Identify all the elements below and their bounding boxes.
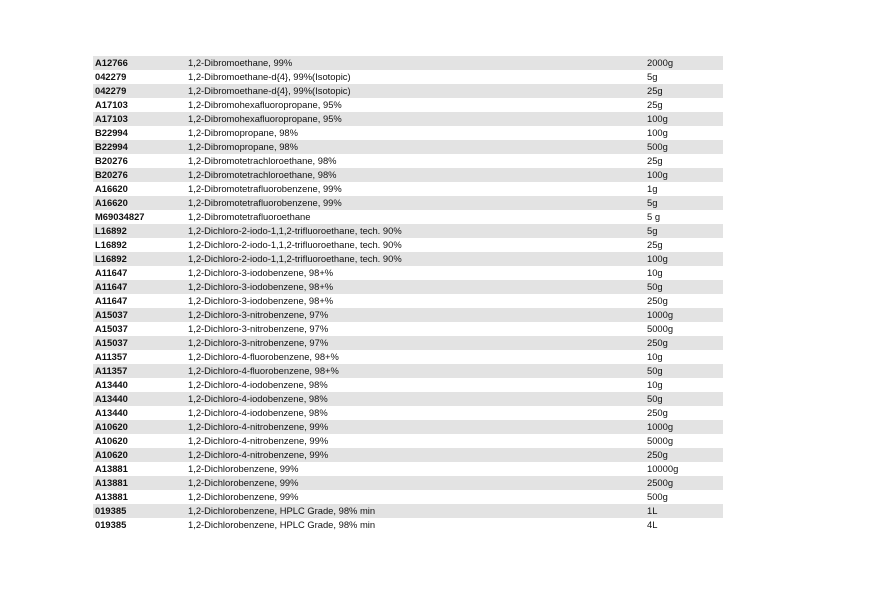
table-row xyxy=(93,112,723,126)
catalog-code-cell: A11647 xyxy=(95,267,128,278)
product-description-cell: 1,2-Dichloro-3-iodobenzene, 98+% xyxy=(188,281,334,292)
package-size-cell: 5g xyxy=(647,71,658,82)
package-size-cell: 100g xyxy=(647,127,668,138)
catalog-code-cell: A13440 xyxy=(95,379,128,390)
package-size-cell: 1000g xyxy=(647,421,674,432)
catalog-code-cell: A16620 xyxy=(95,183,128,194)
product-description-cell: 1,2-Dichloro-3-nitrobenzene, 97% xyxy=(188,337,329,348)
catalog-code-cell: L16892 xyxy=(95,239,127,250)
product-description-cell: 1,2-Dichloro-4-nitrobenzene, 99% xyxy=(188,435,329,446)
catalog-code-cell: 042279 xyxy=(95,71,127,82)
package-size-cell: 100g xyxy=(647,169,668,180)
table-row xyxy=(93,168,723,182)
table-row xyxy=(93,336,723,350)
package-size-cell: 25g xyxy=(647,99,663,110)
table-row xyxy=(93,56,723,70)
product-description-cell: 1,2-Dibromotetrafluorobenzene, 99% xyxy=(188,183,342,194)
table-row xyxy=(93,252,723,266)
catalog-code-cell: A15037 xyxy=(95,337,128,348)
table-row xyxy=(93,84,723,98)
product-description-cell: 1,2-Dichloro-4-fluorobenzene, 98+% xyxy=(188,351,339,362)
table-row xyxy=(93,182,723,196)
product-description-cell: 1,2-Dichlorobenzene, 99% xyxy=(188,463,299,474)
catalog-code-cell: B20276 xyxy=(95,169,128,180)
package-size-cell: 250g xyxy=(647,337,668,348)
product-table xyxy=(93,56,723,532)
package-size-cell: 5g xyxy=(647,225,658,236)
table-row xyxy=(93,308,723,322)
catalog-code-cell: A11357 xyxy=(95,365,128,376)
package-size-cell: 250g xyxy=(647,407,668,418)
table-row xyxy=(93,126,723,140)
catalog-code-cell: L16892 xyxy=(95,253,127,264)
catalog-code-cell: 019385 xyxy=(95,519,127,530)
table-row xyxy=(93,294,723,308)
catalog-code-cell: A17103 xyxy=(95,99,128,110)
product-description-cell: 1,2-Dibromotetrafluorobenzene, 99% xyxy=(188,197,342,208)
table-row xyxy=(93,224,723,238)
catalog-code-cell: A13881 xyxy=(95,463,128,474)
package-size-cell: 50g xyxy=(647,281,663,292)
product-description-cell: 1,2-Dibromoethane-d{4}, 99%(Isotopic) xyxy=(188,85,351,96)
product-description-cell: 1,2-Dichloro-4-iodobenzene, 98% xyxy=(188,407,328,418)
product-description-cell: 1,2-Dichloro-4-fluorobenzene, 98+% xyxy=(188,365,339,376)
table-row xyxy=(93,280,723,294)
table-row xyxy=(93,462,723,476)
package-size-cell: 10000g xyxy=(647,463,679,474)
catalog-code-cell: A13881 xyxy=(95,477,128,488)
package-size-cell: 5 g xyxy=(647,211,661,222)
product-description-cell: 1,2-Dibromohexafluoropropane, 95% xyxy=(188,113,342,124)
catalog-code-cell: 019385 xyxy=(95,505,127,516)
package-size-cell: 10g xyxy=(647,379,663,390)
package-size-cell: 100g xyxy=(647,113,668,124)
product-description-cell: 1,2-Dibromotetrachloroethane, 98% xyxy=(188,155,337,166)
product-description-cell: 1,2-Dichloro-4-iodobenzene, 98% xyxy=(188,379,328,390)
product-description-cell: 1,2-Dichloro-3-nitrobenzene, 97% xyxy=(188,323,329,334)
table-row xyxy=(93,350,723,364)
catalog-code-cell: A10620 xyxy=(95,435,128,446)
catalog-code-cell: M69034827 xyxy=(95,211,145,222)
catalog-code-cell: B22994 xyxy=(95,127,128,138)
catalog-code-cell: A13440 xyxy=(95,393,128,404)
package-size-cell: 250g xyxy=(647,449,668,460)
catalog-code-cell: A11647 xyxy=(95,281,128,292)
package-size-cell: 100g xyxy=(647,253,668,264)
table-row xyxy=(93,98,723,112)
catalog-code-cell: A17103 xyxy=(95,113,128,124)
catalog-code-cell: A13881 xyxy=(95,491,128,502)
table-row xyxy=(93,504,723,518)
product-description-cell: 1,2-Dichloro-4-iodobenzene, 98% xyxy=(188,393,328,404)
product-description-cell: 1,2-Dibromopropane, 98% xyxy=(188,141,298,152)
package-size-cell: 25g xyxy=(647,239,663,250)
table-row xyxy=(93,448,723,462)
table-row xyxy=(93,378,723,392)
table-row xyxy=(93,406,723,420)
package-size-cell: 10g xyxy=(647,267,663,278)
product-description-cell: 1,2-Dichlorobenzene, 99% xyxy=(188,477,299,488)
package-size-cell: 10g xyxy=(647,351,663,362)
catalog-code-cell: A15037 xyxy=(95,323,128,334)
product-description-cell: 1,2-Dichlorobenzene, HPLC Grade, 98% min xyxy=(188,505,376,516)
table-row xyxy=(93,266,723,280)
package-size-cell: 500g xyxy=(647,141,668,152)
package-size-cell: 50g xyxy=(647,393,663,404)
package-size-cell: 2500g xyxy=(647,477,674,488)
catalog-code-cell: 042279 xyxy=(95,85,127,96)
product-description-cell: 1,2-Dibromotetrachloroethane, 98% xyxy=(188,169,337,180)
table-row xyxy=(93,196,723,210)
table-row xyxy=(93,210,723,224)
catalog-code-cell: A10620 xyxy=(95,421,128,432)
package-size-cell: 5000g xyxy=(647,435,674,446)
table-row xyxy=(93,238,723,252)
catalog-code-cell: B20276 xyxy=(95,155,128,166)
table-row xyxy=(93,518,723,532)
product-description-cell: 1,2-Dibromoethane-d{4}, 99%(Isotopic) xyxy=(188,71,351,82)
product-description-cell: 1,2-Dichloro-4-nitrobenzene, 99% xyxy=(188,449,329,460)
catalog-code-cell: L16892 xyxy=(95,225,127,236)
catalog-code-cell: A10620 xyxy=(95,449,128,460)
table-row xyxy=(93,154,723,168)
package-size-cell: 25g xyxy=(647,85,663,96)
package-size-cell: 1L xyxy=(647,505,658,516)
product-description-cell: 1,2-Dibromopropane, 98% xyxy=(188,127,298,138)
package-size-cell: 1000g xyxy=(647,309,674,320)
package-size-cell: 250g xyxy=(647,295,668,306)
catalog-code-cell: B22994 xyxy=(95,141,128,152)
product-description-cell: 1,2-Dichloro-3-nitrobenzene, 97% xyxy=(188,309,329,320)
package-size-cell: 4L xyxy=(647,519,658,530)
product-description-cell: 1,2-Dichloro-4-nitrobenzene, 99% xyxy=(188,421,329,432)
product-description-cell: 1,2-Dichloro-2-iodo-1,1,2-trifluoroethane, tech. 90% xyxy=(188,253,402,264)
catalog-code-cell: A11647 xyxy=(95,295,128,306)
product-description-cell: 1,2-Dichlorobenzene, 99% xyxy=(188,491,299,502)
package-size-cell: 50g xyxy=(647,365,663,376)
package-size-cell: 1g xyxy=(647,183,658,194)
table-row xyxy=(93,476,723,490)
catalog-code-cell: A11357 xyxy=(95,351,128,362)
table-row xyxy=(93,70,723,84)
product-description-cell: 1,2-Dibromohexafluoropropane, 95% xyxy=(188,99,342,110)
table-row xyxy=(93,420,723,434)
catalog-code-cell: A12766 xyxy=(95,57,128,68)
table-row xyxy=(93,490,723,504)
product-description-cell: 1,2-Dibromoethane, 99% xyxy=(188,57,293,68)
table-row xyxy=(93,392,723,406)
product-description-cell: 1,2-Dichloro-2-iodo-1,1,2-trifluoroethane, tech. 90% xyxy=(188,225,402,236)
package-size-cell: 5g xyxy=(647,197,658,208)
package-size-cell: 2000g xyxy=(647,57,674,68)
product-description-cell: 1,2-Dichlorobenzene, HPLC Grade, 98% min xyxy=(188,519,376,530)
table-row xyxy=(93,140,723,154)
package-size-cell: 500g xyxy=(647,491,668,502)
table-row xyxy=(93,364,723,378)
catalog-code-cell: A13440 xyxy=(95,407,128,418)
package-size-cell: 5000g xyxy=(647,323,674,334)
product-description-cell: 1,2-Dichloro-3-iodobenzene, 98+% xyxy=(188,267,334,278)
package-size-cell: 25g xyxy=(647,155,663,166)
product-description-cell: 1,2-Dichloro-2-iodo-1,1,2-trifluoroethane, tech. 90% xyxy=(188,239,402,250)
catalog-code-cell: A16620 xyxy=(95,197,128,208)
product-description-cell: 1,2-Dibromotetrafluoroethane xyxy=(188,211,311,222)
table-row xyxy=(93,434,723,448)
catalog-code-cell: A15037 xyxy=(95,309,128,320)
table-row xyxy=(93,322,723,336)
product-description-cell: 1,2-Dichloro-3-iodobenzene, 98+% xyxy=(188,295,334,306)
